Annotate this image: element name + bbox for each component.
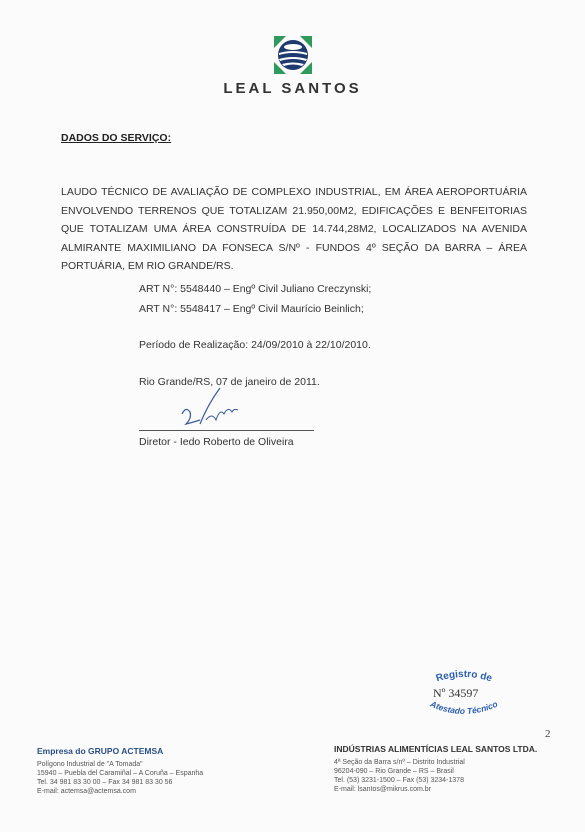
footer-right-line: E-mail: lsantos@mikrus.com.br bbox=[334, 786, 431, 793]
period-line: Período de Realização: 24/09/2010 à 22/10/2010. bbox=[139, 339, 371, 351]
section-title: DADOS DO SERVIÇO: bbox=[61, 132, 172, 144]
leal-santos-logo-icon bbox=[272, 34, 314, 76]
stamp-bottom-text: Atestado Técnico bbox=[428, 698, 500, 717]
service-description: LAUDO TÉCNICO DE AVALIAÇÃO DE COMPLEXO INDUSTRIAL, EM ÁREA AEROPORTUÁRIA ENVOLVENDO TERRENOS QUE TOTALIZAM 21.950,00M2, EDIFICAÇÕES E BENFEITORIAS QUE TOTALIZAM UMA ÁREA CONSTRUÍDA DE 14.744,28M2, LOCALIZADOS NA AVENIDA ALMIRANTE MAXIMILIANO DA FONSECA S/Nº - FUNDOS 4º SEÇÃO DA BARRA – ÁREA PORTUÁRIA, EM RIO GRANDE/RS. bbox=[61, 186, 527, 272]
brand-name: LEAL SANTOS bbox=[223, 80, 362, 97]
art-line-1: ART N°: 5548440 – Engº Civil Juliano Creczynski; bbox=[139, 283, 372, 295]
footer-right-line: 4ª Seção da Barra s/nº – Distrito Industrial bbox=[334, 759, 465, 766]
page-number: 2 bbox=[545, 728, 551, 740]
signer-name: Diretor - Iedo Roberto de Oliveira bbox=[139, 436, 294, 448]
footer-right bbox=[334, 744, 537, 794]
svg-text:Registro de bbox=[435, 669, 494, 685]
footer-right-line: 96204-090 – Rio Grande – RS – Brasil bbox=[334, 768, 454, 775]
footer-right-heading: INDÚSTRIAS ALIMENTÍCIAS LEAL SANTOS LTDA. bbox=[334, 744, 538, 754]
footer-left-line: Tel. 34 981 83 30 00 – Fax 34 981 83 30 56 bbox=[37, 779, 173, 786]
footer-left-line: Polígono Industrial de "A Tomada" bbox=[37, 761, 143, 768]
footer-left-line: 15940 – Puebla del Caramiñal – A Coruña – Espanha bbox=[37, 770, 204, 777]
footer-left-line: E-mail: actemsa@actemsa.com bbox=[37, 788, 136, 795]
handwritten-signature bbox=[176, 384, 246, 432]
stamp-number: Nº 34597 bbox=[433, 686, 479, 700]
footer-left-heading: Empresa do GRUPO ACTEMSA bbox=[37, 746, 164, 756]
footer-left bbox=[37, 746, 203, 796]
place-date-line: Rio Grande/RS, 07 de janeiro de 2011. bbox=[139, 376, 320, 388]
stamp-top-text: Registro de bbox=[434, 668, 494, 685]
art-line-2: ART N°: 5548417 – Engº Civil Maurício Beinlich; bbox=[139, 303, 364, 315]
footer-right-line: Tel. (53) 3231-1500 – Fax (53) 3234-1378 bbox=[334, 777, 464, 784]
signature-line bbox=[139, 430, 314, 431]
